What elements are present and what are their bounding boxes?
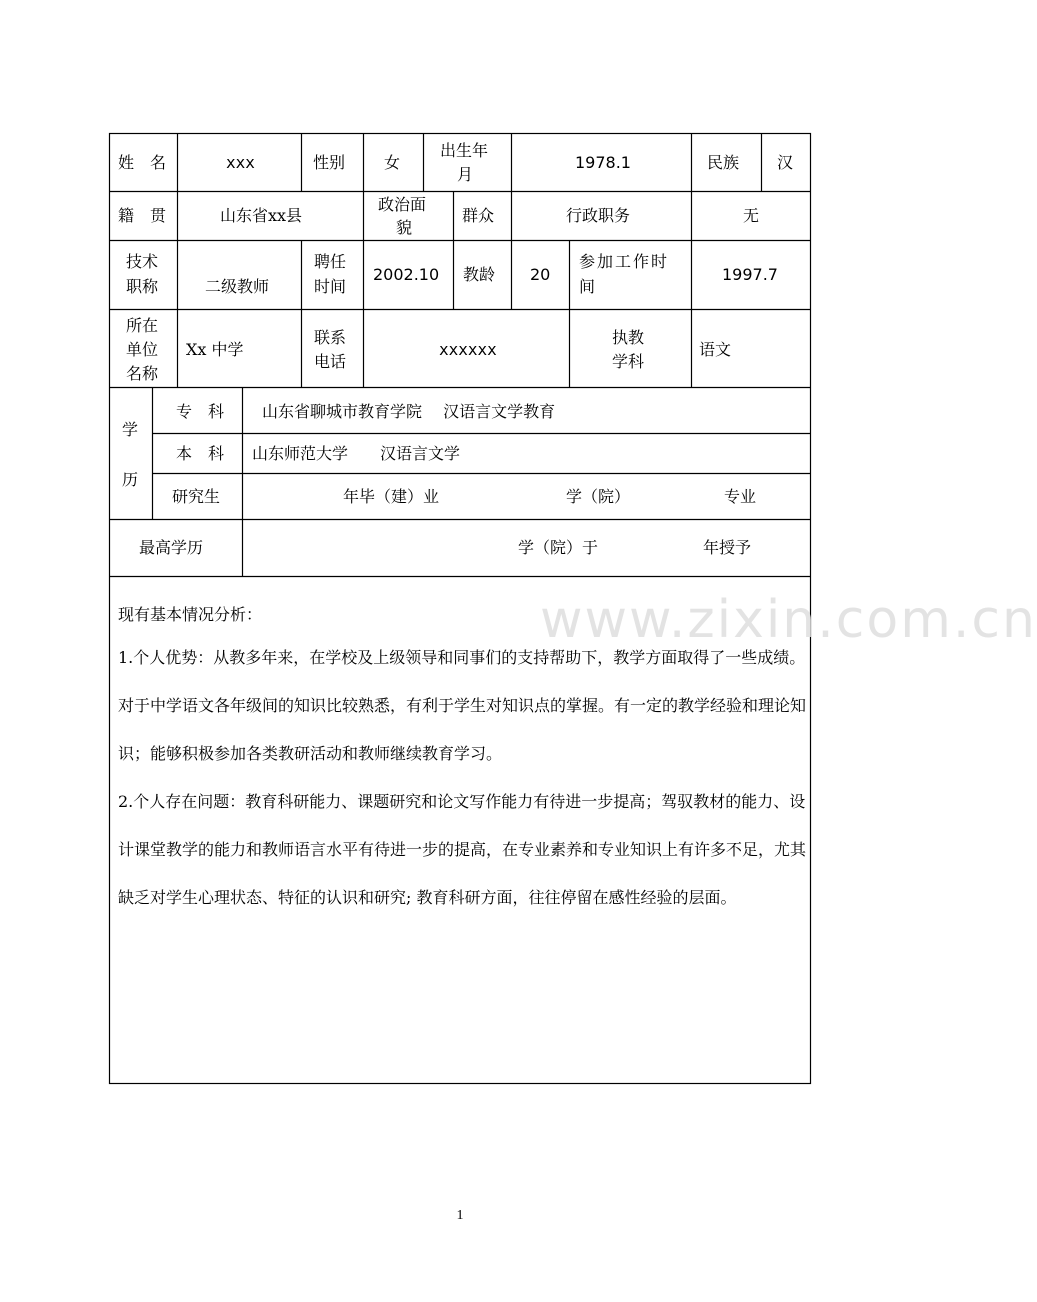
gender-value: 女 xyxy=(384,153,401,172)
political-label-line1: 政治面 xyxy=(378,195,427,214)
analysis-section xyxy=(118,600,806,922)
native-value: 山东省xx县 xyxy=(220,206,303,225)
highest-school-text: 学（院）于 xyxy=(518,538,599,557)
appoint-label-line1: 聘任 xyxy=(314,252,347,271)
title-value: 二级教师 xyxy=(205,277,270,296)
college-value: 山东省聊城市教育学院 汉语言文学教育 xyxy=(262,402,556,421)
work-start-value: 1997.7 xyxy=(722,265,778,284)
admin-value: 无 xyxy=(743,206,760,225)
phone-label-line1: 联系 xyxy=(314,328,347,347)
subject-label-line2: 学科 xyxy=(612,352,645,371)
analysis-strengths: 1.个人优势：从教多年来，在学校及上级领导和同事们的支持帮助下，教学方面取得了一些成绩。对于中学语文各年级间的知识比较熟悉，有利于学生对知识点的掌握。有一定的教学经验和理论知识；能够积极参加各类教研活动和教师继续教育学习。 xyxy=(118,648,807,763)
graduate-label: 研究生 xyxy=(172,487,221,506)
birth-label-line2: 月 xyxy=(457,165,474,184)
page-number: 1 xyxy=(456,1208,464,1223)
education-label-line2: 历 xyxy=(122,470,139,489)
highest-label: 最高学历 xyxy=(139,538,204,557)
watermark: www.zixin.com.cn xyxy=(540,590,1037,650)
bachelor-label: 本 科 xyxy=(176,444,225,463)
phone-label-line2: 电话 xyxy=(314,352,347,371)
graduate-year-text: 年毕（建）业 xyxy=(343,487,440,506)
education-label-line1: 学 xyxy=(122,420,139,439)
graduate-school-text: 学（院） xyxy=(566,487,631,506)
name-value: xxx xyxy=(226,153,255,172)
appoint-label-line2: 时间 xyxy=(314,277,347,296)
title-label-line2: 职称 xyxy=(126,277,159,296)
college-label: 专 科 xyxy=(176,402,225,421)
gender-label: 性别 xyxy=(313,153,346,172)
native-label: 籍 贯 xyxy=(118,206,167,225)
unit-label-line2: 单位 xyxy=(126,340,159,359)
analysis-problems: 2.个人存在问题：教育科研能力、课题研究和论文写作能力有待进一步提高；驾驭教材的能力、设计课堂教学的能力和教师语言水平有待进一步的提高，在专业素养和专业知识上有许多不足，尤其缺乏对学生心理状态、特征的认识和研究; 教育科研方面，往往停留在感性经验的层面。 xyxy=(118,792,807,907)
admin-label: 行政职务 xyxy=(566,206,631,225)
work-start-label-line2: 间 xyxy=(579,277,596,296)
ethnic-value: 汉 xyxy=(777,153,794,172)
subject-value: 语文 xyxy=(699,340,732,359)
teach-age-label: 教龄 xyxy=(463,265,496,284)
unit-label-line3: 名称 xyxy=(126,364,159,383)
subject-label-line1: 执教 xyxy=(612,328,645,347)
highest-year-text: 年授予 xyxy=(703,538,752,557)
birth-label-line1: 出生年 xyxy=(440,141,489,160)
appoint-value: 2002.10 xyxy=(373,265,440,284)
teach-age-value: 20 xyxy=(530,265,551,284)
work-start-label-line1: 参加工作时 xyxy=(579,252,670,271)
graduate-major-text: 专业 xyxy=(724,487,757,506)
title-label-line1: 技术 xyxy=(126,252,159,271)
name-label: 姓 名 xyxy=(118,153,167,172)
unit-label-line1: 所在 xyxy=(126,316,159,335)
phone-value: xxxxxx xyxy=(439,340,497,359)
birth-value: 1978.1 xyxy=(575,153,631,172)
political-value: 群众 xyxy=(462,206,495,225)
bachelor-value: 山东师范大学 汉语言文学 xyxy=(252,444,461,463)
unit-value: Xx 中学 xyxy=(186,340,244,359)
analysis-heading: 现有基本情况分析： xyxy=(118,605,263,624)
ethnic-label: 民族 xyxy=(707,153,740,172)
political-label-line2: 貌 xyxy=(396,218,413,237)
